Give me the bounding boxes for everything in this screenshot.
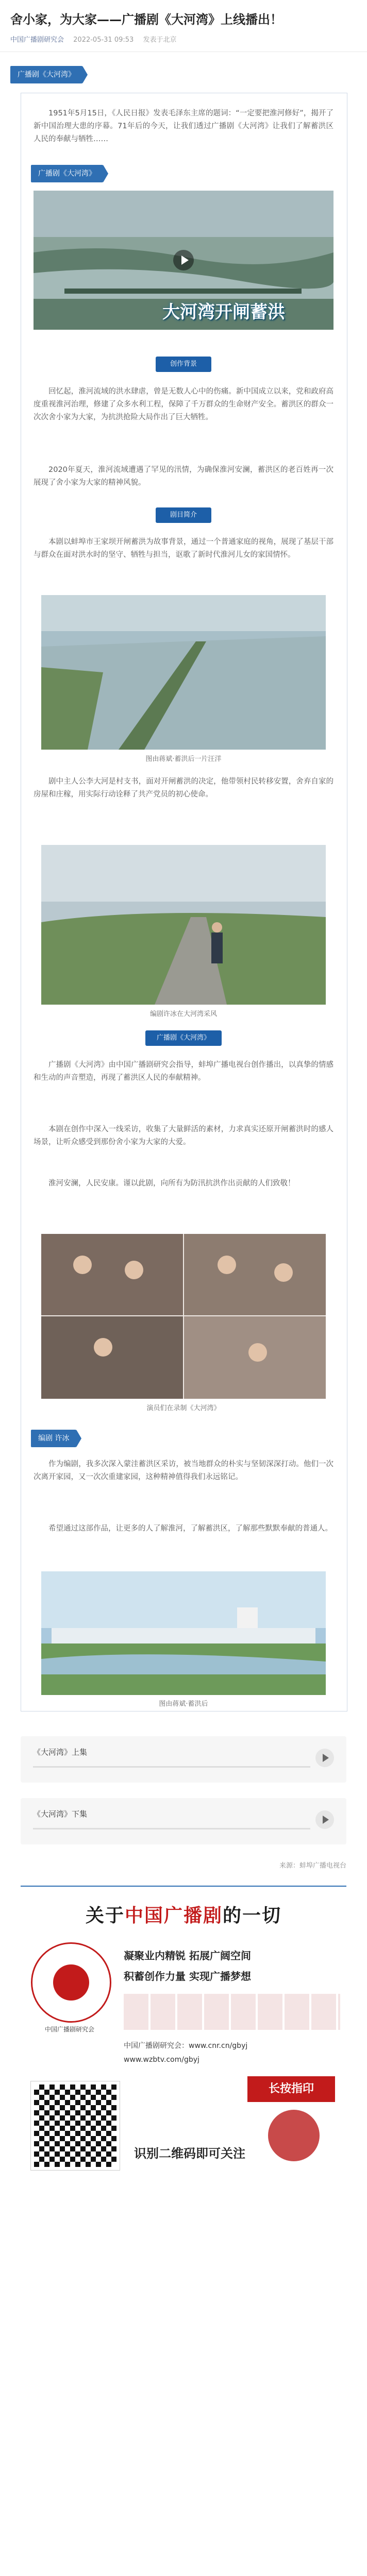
audio-player-part1[interactable]	[21, 1736, 346, 1783]
decorative-strip	[124, 1994, 340, 2030]
synopsis-paragraph-1: 本剧以蚌埠市王家坝开闸蓄洪为故事背景，通过一个普通家庭的视角，展现了基层干部与群众在面对洪水时的坚守、牺牲与担当，讴歌了新时代淮河儿女的家国情怀。	[34, 538, 333, 559]
article-source[interactable]: 中国广播剧研究会	[10, 36, 64, 44]
qr-hint: 识别二维码即可关注	[134, 2146, 245, 2161]
audio-play-button-part2[interactable]	[315, 1810, 334, 1829]
seal-banner: 长按指印	[247, 2076, 335, 2102]
intro-paragraph: 1951年5月15日，《人民日报》发表毛泽东主席的题词：“一定要把淮河修好”，揭开了新中国治理大患的序幕。71年后的今天，让我们透过广播剧《大河湾》让我们了解蓄洪区人民的奉献与牺牲……	[34, 109, 333, 143]
play-button[interactable]	[173, 250, 194, 270]
drama-tag: 广播剧《大河湾》	[145, 1030, 222, 1046]
audio-title-part1: 《大河湾》上集	[33, 1748, 88, 1757]
recording-photo-caption: 演员们在录制《大河湾》	[146, 1404, 221, 1412]
article-meta	[10, 34, 184, 44]
background-paragraph-2: 2020年夏天，淮河流域遭遇了罕见的汛情，为确保淮河安澜，蓄洪区的老百姓再一次展现了舍小家为大家的精神风貌。	[34, 466, 333, 487]
recording-photo-image	[41, 1234, 326, 1399]
article-date: 2022-05-31 09:53	[73, 36, 134, 44]
section-header-2: 广播剧《大河湾》	[31, 165, 103, 182]
floodgate-photo	[41, 1571, 326, 1695]
recording-photo-collage	[41, 1234, 326, 1399]
audio-progress-part1[interactable]	[33, 1766, 310, 1768]
audio-player-part2[interactable]	[21, 1798, 346, 1844]
banner-highlight: 中国广播剧	[124, 1905, 223, 1926]
scriptwriter-photo-image	[41, 845, 326, 1005]
synopsis-paragraph-2: 剧中主人公李大河是村支书，面对开闸蓄洪的决定，他带领村民转移安置，舍弃自家的房屋和庄稼，用实际行动诠释了共产党员的初心使命。	[34, 777, 333, 799]
qr-code[interactable]	[31, 2081, 120, 2170]
video-player[interactable]	[34, 191, 333, 330]
drama-paragraph-2: 本剧在创作中深入一线采访，收集了大量鲜活的素材，力求真实还原开闸蓄洪时的感人场景，让听众感受到那份舍小家为大家的大爱。	[34, 1125, 333, 1146]
source-note: 来源：蚌埠广播电视台	[279, 1862, 346, 1870]
scriptwriter-photo-caption: 编剧许冰在大河湾采风	[149, 1010, 217, 1018]
editor-paragraph-1: 作为编剧，我多次深入蒙洼蓄洪区采访，被当地群众的朴实与坚韧深深打动。他们一次次离开家园，又一次次重建家园，这种精神值得我们永远铭记。	[34, 1460, 333, 1481]
editor-paragraph-2: 希望通过这部作品，让更多的人了解淮河，了解蓄洪区，了解那些默默奉献的普通人。	[48, 1524, 332, 1533]
slogan-2: 积蓄创作力量 实现广播梦想	[124, 1970, 251, 1982]
video-overlay-title: 大河湾开闸蓄洪	[162, 302, 285, 323]
footer-banner-title	[21, 1901, 346, 1927]
editor-tag: 编剧 许冰	[31, 1430, 76, 1447]
slogan-1: 凝聚业内精锐 拓展广阔空间	[124, 1950, 251, 1962]
article-location: 发表于北京	[143, 36, 177, 44]
drama-paragraph-1: 广播剧《大河湾》由中国广播剧研究会指导，蚌埠广播电视台创作播出，以真挚的情感和生动的声音塑造，再现了蓄洪区人民的奉献精神。	[34, 1061, 333, 1082]
org-name: 中国广播剧研究会	[44, 2026, 94, 2033]
audio-progress-part2[interactable]	[33, 1828, 310, 1829]
play-icon	[181, 256, 189, 265]
flood-photo	[41, 595, 326, 750]
flood-photo-image	[41, 595, 326, 750]
fingerprint-icon[interactable]	[268, 2110, 320, 2161]
footer-divider	[21, 1886, 346, 1887]
audio-title-part2: 《大河湾》下集	[33, 1809, 88, 1819]
background-paragraph-1: 回忆起，淮河流域的洪水肆虐，曾是无数人心中的伤痛。新中国成立以来，党和政府高度重视淮河治理，修建了众多水利工程，保障了千万群众的生命财产安全。蓄洪区的群众一次次舍小家为大家，为抗洪抢险大局作出了巨大牺牲。	[34, 387, 333, 421]
banner-suffix: 的一切	[223, 1905, 282, 1926]
creation-background-tag: 创作背景	[156, 357, 211, 372]
scriptwriter-photo	[41, 845, 326, 1005]
drama-paragraph-3: 淮河安澜，人民安康。谨以此剧，向所有为防汛抗洪作出贡献的人们致敬！	[48, 1179, 295, 1188]
floodgate-photo-caption: 图由蒋斌·蓄洪后	[159, 1700, 208, 1708]
section-header-1: 广播剧《大河湾》	[10, 66, 82, 83]
article-title: 舍小家，为大家——广播剧《大河湾》上线播出！	[10, 12, 282, 27]
banner-prefix: 关于	[85, 1905, 125, 1926]
org-logo	[31, 1942, 111, 2023]
audio-play-button-part1[interactable]	[315, 1749, 334, 1767]
synopsis-tag: 剧目简介	[156, 507, 211, 523]
org-url[interactable]: 中国广播剧研究会：www.cnr.cn/gbyj	[124, 2042, 248, 2050]
floodgate-photo-image	[41, 1571, 326, 1695]
org-url-2[interactable]: www.wzbtv.com/gbyj	[124, 2056, 199, 2064]
flood-photo-caption: 图由蒋斌·蓄洪后一片汪洋	[145, 755, 222, 763]
org-logo-icon	[53, 1964, 89, 2001]
